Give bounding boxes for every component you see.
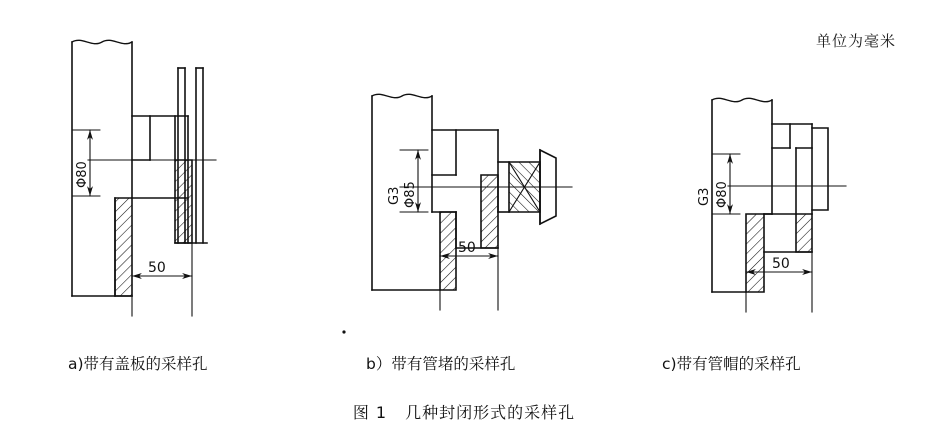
dim-b-thread-g3: G3 <box>387 186 402 205</box>
panel-c-caption: c)带有管帽的采样孔 <box>662 355 801 373</box>
panel-a-caption: a)带有盖板的采样孔 <box>68 355 208 373</box>
panel-a-geometry <box>72 40 216 316</box>
dim-a-diameter80: Φ80 <box>75 161 90 188</box>
scan-artifact-dot <box>342 330 345 333</box>
dim-b-diameter85: Φ85 <box>403 181 418 208</box>
panel-b-caption: b）带有管堵的采样孔 <box>366 355 516 373</box>
dim-c-diameter80: Φ80 <box>715 181 730 208</box>
dim-c-thread-g3: G3 <box>697 187 712 206</box>
figure-number: 图 1 <box>352 403 388 422</box>
dim-c-length50: 50 <box>772 256 790 272</box>
dim-b-length50: 50 <box>458 240 476 256</box>
figure-title-text: 几种封闭形式的采样孔 <box>405 403 576 422</box>
dim-a-length50: 50 <box>148 260 166 276</box>
panel-b-geometry <box>372 94 572 310</box>
panel-c-geometry <box>712 98 846 312</box>
figure-title <box>0 400 928 423</box>
unit-note: 单位为毫米 <box>815 32 896 50</box>
